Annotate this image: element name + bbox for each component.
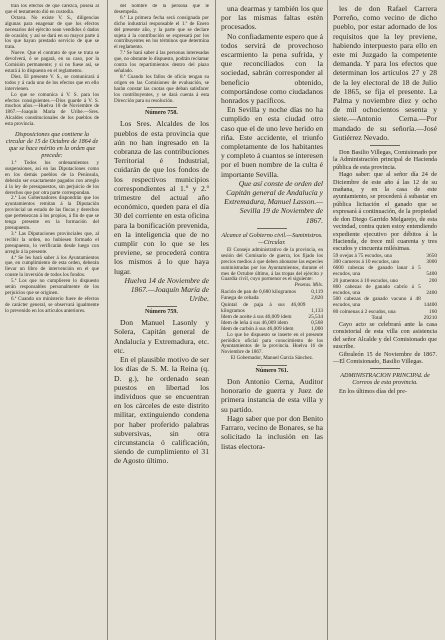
row-amount: 2,820	[311, 295, 323, 302]
table-row	[221, 302, 323, 314]
notice-number: Número 761.	[255, 368, 289, 375]
paragraph: En Sevilla y noche días no ha cumplido en esta ciudad otro caso que el de uno leve herido en riña. Este accidente, el triunfo completamente de los habitantes y completo á cuantos se interesen por el buen nombre de la culta é importante Sevilla.	[221, 105, 323, 179]
column-2	[114, 4, 209, 636]
paragraph: Nueve. Que el contrato de que se trata se devolverá, ó se pagará, en su caso, por la Comisión permanente; y si no fuese así, se estará á lo dispuesto en el reglamento.	[5, 50, 99, 74]
separator	[370, 368, 400, 369]
row-amount: 25,534	[308, 314, 323, 321]
column-divider	[327, 0, 328, 640]
row-amount: 14400	[423, 302, 437, 309]
paragraph: 8.ª Cuando los fallos de oficio tengan su origen en las Comisiones de evaluación, se harán constar las cuotas que deban satisfacer los contribuyentes, y se dará cuenta á esta Dirección para su resolución.	[114, 73, 209, 104]
row-label: Idem de carbón á sus 46,009 idem	[221, 326, 294, 333]
total-label: Total	[371, 314, 383, 321]
list-item: 6.ª Cuando un ministerio fuere de efectos de carácter general, se observará igualmente lo prevenido en los artículos anteriores.	[5, 295, 99, 314]
signature: Gibraleón 15 de Noviembre de 1867.—El Comisionado, Basilio Villegas.	[333, 350, 437, 365]
row-amount: 160	[429, 308, 437, 315]
list-item: 3.ª Las Diputaciones provinciales que, al recibir la orden, no hubiesen formado el presupuesto, lo verificarán desde luego con arreglo á la presente.	[5, 230, 99, 255]
section-heading: Alcance al Gobierno civil.—Suministros.—Circular.	[221, 231, 323, 246]
row-label: 300 carneros á 10 escudos, uno	[333, 258, 400, 265]
list-item: 1.ª Todos los ordenamientos y suspensiones, así en las Diputaciones como en los demás pueblos de la Península, deberán ser exactamente pagados con arreglo á la ley de presupuestos, sin perjuicio de los derechos que por otra parte correspondan.	[5, 160, 99, 196]
column-3	[221, 4, 323, 636]
paragraph: Hago saber que por don Benito Farraro, vecino de Bonares, se ha solicitado la inclusión en las listas electora-	[221, 413, 323, 451]
paragraph: Don Basilio Villegas, Comisionado por la Administración principal de Hacienda pública de esta provincia.	[333, 149, 437, 171]
paragraph: les de don Rafael Carrera Porreño, como vecino de dicho pueblo, por estar adornado de los requisitos que la ley previene, habiendo interpuesto para ello en este mi Juzgado la competente demanda. Y para los efectos que determinan los artículos 27 y 28 de la ley electoral de 18 de Julio de 1865, se fija el presente. La Palma y noviembre diez y ocho de mil ochocientos sesenta y siete.—Antonio Cerna.—Por mandado de su señoría.—José Gutiérrez Nevado.	[333, 4, 437, 142]
signoff: Lo que se comunica á V. S. para los efectos consiguientes.—Dios guarde á V. S. muchos años.—Huelva 18 de Noviembre de 1867.—Joaquín María de Uribe.—Sres. Alcaldes constitucionales de los pueblos de esta provincia.	[5, 91, 99, 128]
paragraph: Lo que he dispuesto se inserte en el presente periódico oficial para conocimiento de los Ayuntamientos de la provincia. Huelva 16 de Noviembre de 1867.	[221, 331, 323, 356]
row-amount: 1,133	[311, 307, 323, 314]
paragraph: En el plausible motivo de ser los días de S. M. la Reina (q. D. g.), he ordenado sean puestos en libertad los individuos que se encuentran en los cárceles de este distrito militar, extinguiendo condena por haber proferido palabras subversivas, sin otra circunstancia ó calificación, siendo de cumplimiento el 31 de Agosto último.	[114, 355, 209, 466]
signature: Que así conste de orden del Capitán general de Andalucía y Extremadura, Manuel Lasson.—Sevilla 19 de Noviembre de 1867.	[224, 178, 323, 225]
total-amount: 29210	[423, 314, 437, 321]
paragraph: del nombre de la persona que le desempeña.	[114, 4, 209, 15]
row-amount: 0,568	[311, 320, 323, 327]
row-label: 6600 cabezas de ganado lanar á 5 escudos, una	[333, 265, 421, 278]
paragraph: Don Manuel Lasonly y Solera, Capitán general de Andalucía y Extremadura, etc. etc.	[114, 318, 209, 355]
livestock-table	[333, 253, 437, 321]
paragraph: Hago saber: que al señor día 24 de Diciembre de este año á las 12 de su mañana, y en la casa de este ayuntamiento, se procederá á subastar en pública licitación el ganado que se expresará á continuación, de la propiedad de don Diego Garrido Melgarejo, de esta vecindad, contra quien estoy entendiendo expediente ejecutivo por débitos á la Hacienda, de trece mil cuarenta y tres escudos y cincuenta milésimas.	[333, 171, 437, 253]
paragraph: 6.ª La primera fecha será consignada por dicho industrial responsable el 1.º de Enero del presente año, y la parte que se declare sujeta á la contribución se expresará por los contribuyentes en los términos que determina el reglamento.	[114, 14, 209, 51]
paragraph: 7.ª Se hará saber á las personas interesadas que, no obstante lo dispuesto, podrán reclamar contra los repartimientos dentro del plazo señalado.	[114, 50, 209, 74]
separator	[257, 365, 287, 366]
row-label: Fanega de cebada	[221, 295, 259, 302]
paragraph: una dearmas y también los que por las mismas faltas estén procesados.	[221, 4, 323, 32]
paragraph: Diez. El presente V. S., se comunicará á todos y á cada uno de los efectos que en ello intervienen.	[5, 73, 99, 92]
signature: El Gobernador, Manuel García Sánchez.	[230, 355, 314, 362]
paragraph: El Consejo administrativo de la provincia, en sesión del Comisario de guerra, los fijado los precios medios á que deben abonarse las especies suministradas por los Ayuntamientos, durante el mes de Octubre último, á las tropas del ejército y Guardia civil, cuyo pormenor es el siguiente:	[221, 246, 323, 283]
paragraph: Los Sres. Alcaldes de los pueblos de esta provincia que aún no han ingresado en la cobranza de las contribuciones Territorial é Industrial, cuidarán de que los fondos de los respectivos municipios correspondientes al 1.º y 2.º trimestre del actual año económico, queden para el día 30 del corriente en esta oficina para la bonificación prevenida, en la inteligencia que de no cumplir con lo que se les previene, se procederá contra los mismos á lo que haya lugar.	[114, 119, 209, 276]
column-1	[5, 4, 99, 636]
row-label: Idem de aceite á sus 46,009 idem	[221, 314, 292, 321]
row-label: 20 jumentos á 10 escudos, uno	[333, 277, 399, 284]
signature: Huelva 14 de Noviembre de 1867.—Joaquín María de Uribe.	[124, 275, 209, 304]
paragraph: Cayo acto se celebrará ante la casa consistorial de esta villa con asistencia del señor Alcalde y del Comisionado que suscribe.	[333, 320, 437, 351]
separator	[370, 145, 400, 146]
table-row	[333, 296, 437, 308]
table-row	[333, 265, 437, 277]
row-amount: 0,119	[311, 289, 323, 296]
notice-number: Número 759.	[145, 309, 178, 316]
row-amount: 2400	[426, 289, 437, 296]
paragraph: En los últimos días del pre-	[339, 388, 407, 396]
separator	[257, 228, 287, 229]
row-label: Ración de pan de 0,680 kilogramos	[221, 289, 297, 296]
notice-number: Número 758.	[145, 110, 178, 117]
price-table	[221, 289, 323, 332]
column-4	[333, 4, 437, 636]
paragraph: tran los efectos de que carezca, poseía al que el testamento dió en custodia.	[5, 4, 99, 15]
list-item: 4.ª Se les hará saber á los Ayuntamientos que, en cumplimiento de esta orden, deberán llevar un libro de intervención en el que conste la inversión de todos los fondos.	[5, 254, 99, 279]
list-item: 2.ª Los Gobernadores dispondrán que los ayuntamientos remitan á la Diputación provincial un estado de las fincas y derechos que pertenezcan á los propios, á fin de que se tenga presente en la formación del presupuesto.	[5, 195, 99, 231]
row-amount: 3000	[426, 258, 437, 265]
column-divider	[107, 0, 108, 640]
row-label: Quintal de paja á sus 46,009 kilogramos	[221, 301, 306, 314]
row-label: 80 colmenas á 2 escudos, una	[333, 308, 396, 315]
row-amount: 3650	[426, 252, 437, 259]
section-heading: ADMINISTRACION PRINCIPAL de Correos de esta provincia.	[340, 372, 430, 387]
list-item: 5.ª Los que no cumplieren lo dispuesto serán responsables personalmente de los perjuicios que se originen.	[5, 278, 99, 296]
row-amount: 5400	[426, 271, 437, 278]
paragraph: Octava. No existe V. S., diligencias algunas para enagenar de que los efectos necesarios del ejército sean vendidos ó dados de ocasión; y así se dará en su mayor parte á los que hayan prestado servicio de que se trata.	[5, 14, 99, 51]
row-amount: 1,000	[311, 326, 323, 333]
row-amount: 200	[429, 277, 437, 284]
table-header: Pesetas. Mils.	[294, 282, 323, 289]
column-divider	[215, 0, 216, 640]
row-label: 59 ovejas á 75 escudos, una	[333, 252, 392, 259]
paragraph: Don Antonio Cerna, Auditor honorario de guerra y Juez de primera instancia de esta villa y su partido.	[221, 377, 323, 414]
separator	[147, 306, 177, 307]
paragraph: No confiadamente espero que á todos servirá de provechoso escarmiento la pena sufrida, y que reconciliados con la sociedad, sabrán corresponder al beneficio obtenido, comportándose como ciudadanos honrados y pacíficos.	[221, 31, 323, 106]
section-heading: Disposiciones que contiene la circular de 15 de Octubre de 1864 de que se hace mérito en la orden que precede:	[5, 131, 99, 160]
table-row	[333, 284, 437, 296]
row-label: 860 cabezas de ganado cabrío á 5 escudos, una	[333, 283, 421, 296]
separator	[147, 107, 177, 108]
row-label: 500 cabezas de ganado vacuno á 48 escudos, una	[333, 296, 421, 309]
row-label: Idem de leña á sus 46,009 idem	[221, 320, 288, 327]
